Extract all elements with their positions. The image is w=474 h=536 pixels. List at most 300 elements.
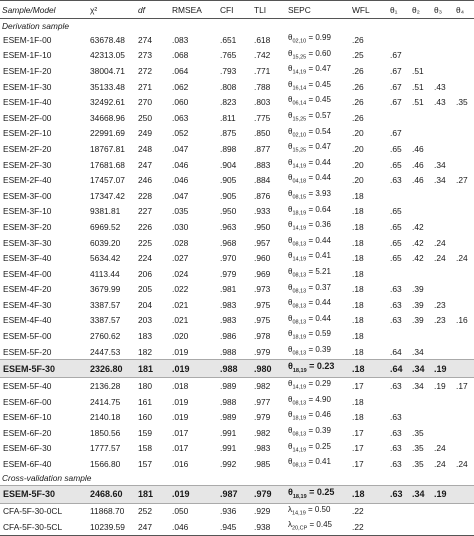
- table-row: [0, 519, 474, 535]
- cell-rmsea: .024: [172, 268, 189, 279]
- cell-t2: [410, 266, 432, 282]
- cell-chi2: 2447.53: [90, 346, 121, 357]
- cell-sepc: $\theta_{14,19} = 0.25$: [288, 441, 331, 454]
- cell-cfi: .988: [220, 396, 237, 407]
- cell-tli: .979: [252, 485, 286, 503]
- cell-df: 224: [138, 253, 152, 264]
- cell-wfl: .18: [352, 237, 364, 248]
- cell-cfi: .988: [218, 360, 252, 378]
- cell-chi2: 17347.42: [90, 190, 125, 201]
- cell-t1: .63: [390, 427, 402, 438]
- cell-t3: .19: [434, 381, 446, 392]
- cell-t3: .24: [434, 459, 446, 470]
- cell-wfl: .18: [352, 253, 364, 264]
- cell-model: ESEM-2F-30: [3, 159, 52, 170]
- table-row: [0, 313, 474, 329]
- cell-model: ESEM-3F-00: [3, 190, 52, 201]
- cell-t3: [432, 519, 454, 535]
- cell-t3: .24: [434, 443, 446, 454]
- cell-t2: .39: [412, 299, 424, 310]
- cell-t4: [454, 425, 474, 441]
- cell-t4: [454, 519, 474, 535]
- header-sample-model: Sample/Model: [0, 1, 88, 19]
- cell-wfl: .18: [350, 360, 388, 378]
- cell-t3: [432, 425, 454, 441]
- cell-t3: [432, 188, 454, 204]
- cell-wfl: .18: [352, 346, 364, 357]
- cell-wfl: .26: [352, 97, 364, 108]
- cell-sepc: $\lambda_{20,CP} = 0.45$: [286, 519, 350, 535]
- cell-wfl: .26: [352, 112, 364, 123]
- cell-model: ESEM-2F-10: [3, 128, 52, 139]
- cell-model: ESEM-3F-30: [3, 237, 52, 248]
- cell-df: 181: [136, 485, 170, 503]
- header-rmsea: RMSEA: [170, 1, 218, 19]
- header-df: df: [136, 1, 170, 19]
- cell-chi2: 2140.18: [90, 412, 121, 423]
- cell-df: 249: [138, 128, 152, 139]
- cell-t4: [454, 126, 474, 142]
- cell-df: 159: [138, 427, 152, 438]
- cell-rmsea: .019: [170, 485, 218, 503]
- cell-t4: .27: [456, 175, 468, 186]
- cell-t3: .24: [434, 253, 446, 264]
- cell-t1: .63: [390, 459, 402, 470]
- cell-t2: .46: [412, 159, 424, 170]
- cell-t4: [454, 188, 474, 204]
- table-row: [0, 456, 474, 472]
- cell-chi2: 17681.68: [90, 159, 125, 170]
- cell-rmsea: .083: [172, 34, 189, 45]
- table-row: [0, 172, 474, 188]
- cell-df: 273: [138, 50, 152, 61]
- cell-chi2: 6969.52: [90, 221, 121, 232]
- cell-t1: [388, 503, 410, 519]
- cell-t1: .67: [390, 97, 402, 108]
- cell-rmsea: .047: [172, 143, 189, 154]
- cell-t2: .51: [412, 81, 424, 92]
- cell-t3: [432, 409, 454, 425]
- cell-wfl: .18: [352, 268, 364, 279]
- cell-df: 271: [138, 81, 152, 92]
- cell-cfi: .936: [220, 506, 237, 517]
- cell-cfi: .991: [220, 427, 237, 438]
- section-title: Derivation sample: [2, 20, 70, 31]
- cell-rmsea: .028: [172, 237, 189, 248]
- header-theta2: θ₂: [410, 1, 432, 19]
- cell-chi2: 5634.42: [90, 253, 121, 264]
- cell-t1: [388, 519, 410, 535]
- table-row: [0, 425, 474, 441]
- cell-t3: .43: [434, 97, 446, 108]
- cell-tli: .877: [254, 143, 271, 154]
- cell-rmsea: .046: [170, 519, 218, 535]
- cell-tli: .850: [254, 128, 271, 139]
- cell-chi2: 9381.81: [90, 206, 121, 217]
- cell-tli: .788: [254, 81, 271, 92]
- cell-model: ESEM-3F-40: [3, 253, 52, 264]
- cell-rmsea: .046: [172, 159, 189, 170]
- cell-cfi: .983: [220, 299, 237, 310]
- cell-t1: .64: [388, 360, 410, 378]
- table-row: [0, 344, 474, 360]
- cell-sepc: $\theta_{18,19} = 0.64$: [288, 204, 331, 217]
- header-tli: TLI: [252, 1, 286, 19]
- cell-rmsea: .021: [172, 299, 189, 310]
- cell-chi2: 4113.44: [90, 268, 120, 279]
- cell-sepc: $\theta_{15,25} = 0.57$: [288, 110, 331, 123]
- table-row: [0, 409, 474, 425]
- cell-rmsea: .046: [172, 175, 189, 186]
- cell-chi2: 2414.75: [90, 396, 121, 407]
- cell-sepc: $\theta_{18,19} = 0.59$: [288, 329, 331, 341]
- cell-df: 182: [138, 346, 152, 357]
- cell-t3: .34: [434, 159, 446, 170]
- cell-t3: .34: [434, 175, 446, 186]
- cell-model: ESEM-6F-10: [3, 412, 52, 423]
- cell-cfi: .950: [220, 206, 237, 217]
- cell-t1: .63: [390, 443, 402, 454]
- cell-t3: [432, 266, 454, 282]
- cell-wfl: .18: [352, 206, 364, 217]
- cell-cfi: .811: [220, 112, 236, 123]
- cell-chi2: 17457.07: [90, 175, 125, 186]
- cell-wfl: .26: [352, 81, 364, 92]
- cell-tli: .977: [254, 396, 271, 407]
- table-row: [0, 204, 474, 220]
- cell-wfl: .18: [352, 396, 364, 407]
- cell-tli: .983: [254, 443, 271, 454]
- cell-t1: .67: [390, 81, 402, 92]
- cell-wfl: .18: [352, 221, 364, 232]
- cell-t3: [432, 344, 454, 360]
- cell-model: ESEM-5F-30: [0, 360, 88, 378]
- cell-t2: .34: [412, 381, 424, 392]
- cell-t1: .63: [390, 284, 402, 295]
- cell-wfl: .20: [352, 128, 364, 139]
- table-row: [0, 503, 474, 519]
- cell-wfl: .18: [352, 315, 364, 326]
- table-row: [0, 32, 474, 48]
- cell-cfi: .765: [220, 50, 237, 61]
- cell-t1: .65: [390, 237, 402, 248]
- cell-t4: [454, 297, 474, 313]
- cell-t2: [410, 409, 432, 425]
- cell-wfl: .20: [352, 143, 364, 154]
- cell-tli: .978: [254, 331, 271, 342]
- cell-df: 225: [138, 237, 152, 248]
- cell-t4: .24: [456, 459, 468, 470]
- cell-df: 204: [138, 299, 152, 310]
- cell-cfi: .989: [220, 381, 237, 392]
- cell-sepc: $\theta_{08,13} = 0.41$: [288, 457, 331, 469]
- cell-chi2: 22991.69: [90, 128, 125, 139]
- cell-chi2: 10239.59: [88, 519, 136, 535]
- cell-rmsea: .019: [170, 360, 218, 378]
- cell-sepc: $\theta_{14,19} = 0.41$: [288, 251, 331, 263]
- cell-t4: [454, 266, 474, 282]
- cell-sepc: $\theta_{04,18} = 0.44$: [288, 173, 331, 185]
- cell-model: ESEM-4F-20: [3, 284, 52, 295]
- cell-tli: .980: [252, 360, 286, 378]
- cell-chi2: 2326.80: [88, 360, 136, 378]
- cell-tli: .969: [254, 268, 271, 279]
- cell-t2: .34: [410, 360, 432, 378]
- table-row: [0, 110, 474, 126]
- cell-model: CFA-5F-30-5CL: [0, 519, 88, 535]
- cell-tli: .775: [254, 112, 271, 123]
- cell-df: 247: [138, 159, 152, 170]
- cell-df: 160: [138, 412, 152, 423]
- cell-t3: .24: [434, 237, 446, 248]
- table-row: [0, 328, 474, 344]
- cell-t3: [432, 32, 454, 48]
- table-row: [0, 282, 474, 298]
- table-row: [0, 188, 474, 204]
- cell-df: 228: [138, 190, 152, 201]
- cell-t3: [432, 204, 454, 220]
- cell-model: ESEM-1F-40: [3, 97, 52, 108]
- cell-rmsea: .052: [172, 128, 189, 139]
- header-wfl: WFL: [350, 1, 388, 19]
- cell-sepc: $\theta_{08,13} = 4.90$: [288, 394, 331, 407]
- cell-cfi: .991: [220, 443, 237, 454]
- cell-t2: .35: [412, 443, 424, 454]
- cell-t4: [454, 32, 474, 48]
- cell-sepc: $\theta_{08,13} = 0.44$: [288, 298, 331, 310]
- cell-rmsea: .022: [172, 284, 189, 295]
- cell-cfi: .968: [220, 237, 237, 248]
- cell-tli: .957: [254, 237, 271, 248]
- cell-t1: .65: [390, 221, 402, 232]
- cell-wfl: .26: [352, 65, 364, 76]
- cell-t3: [432, 394, 454, 410]
- cell-chi2: 38004.71: [90, 65, 125, 76]
- cell-t1: .63: [390, 381, 402, 392]
- cell-t1: [388, 188, 410, 204]
- cell-t2: .51: [412, 65, 424, 76]
- cell-tli: .929: [254, 506, 271, 517]
- cell-cfi: .651: [220, 34, 237, 45]
- cell-t2: .35: [412, 459, 424, 470]
- cell-df: 274: [138, 34, 152, 45]
- cell-t1: [388, 328, 410, 344]
- cell-model: ESEM-6F-40: [3, 459, 52, 470]
- cell-sepc: $\theta_{08,13} = 0.39$: [288, 426, 331, 438]
- cell-t2: [410, 328, 432, 344]
- cell-t1: .65: [390, 206, 402, 217]
- table-row: [0, 378, 474, 394]
- cell-chi2: 3387.57: [90, 315, 121, 326]
- cell-cfi: .989: [220, 412, 237, 423]
- cell-wfl: .20: [352, 175, 364, 186]
- cell-sepc: $\theta_{02,10} = 0.54$: [288, 126, 331, 139]
- cell-tli: .979: [254, 346, 271, 357]
- cell-df: 270: [138, 97, 152, 108]
- cell-t3: .23: [434, 299, 446, 310]
- cell-cfi: .986: [220, 331, 237, 342]
- cell-cfi: .945: [218, 519, 252, 535]
- table-row: [0, 79, 474, 95]
- cell-t4: [454, 282, 474, 298]
- cell-t2: [410, 503, 432, 519]
- cell-chi2: 35133.48: [90, 81, 125, 92]
- cell-t4: [454, 441, 474, 457]
- table-row: [0, 394, 474, 410]
- cell-t2: .39: [412, 315, 424, 326]
- cell-wfl: .18: [352, 190, 364, 201]
- cell-sepc: $\theta_{14,19} = 0.44$: [288, 157, 331, 170]
- cell-wfl: .20: [352, 159, 364, 170]
- cell-t4: [454, 409, 474, 425]
- cell-t1: [388, 266, 410, 282]
- cell-t3: [432, 328, 454, 344]
- cell-chi2: 1850.56: [90, 427, 121, 438]
- cell-model: ESEM-2F-00: [3, 112, 52, 123]
- cell-tli: .883: [254, 159, 271, 170]
- cell-tli: .979: [254, 412, 271, 423]
- cell-sepc: $\theta_{08,13} = 5.21$: [288, 266, 331, 279]
- cell-t3: [432, 503, 454, 519]
- cell-wfl: .18: [352, 299, 364, 310]
- cell-rmsea: .021: [172, 315, 189, 326]
- cell-t4: [454, 394, 474, 410]
- cell-sepc: $\theta_{18,19} = 0.25$: [286, 485, 350, 503]
- cell-t1: .67: [390, 50, 402, 61]
- header-cfi: CFI: [218, 1, 252, 19]
- cell-t4: [454, 344, 474, 360]
- table-row: [0, 266, 474, 282]
- cell-t4: .35: [456, 97, 468, 108]
- cell-chi2: 11868.70: [90, 506, 125, 517]
- cell-rmsea: .064: [172, 65, 189, 76]
- cell-t1: [388, 32, 410, 48]
- cell-t2: [410, 204, 432, 220]
- cell-model: ESEM-2F-40: [3, 175, 52, 186]
- cell-t4: [454, 157, 474, 173]
- cell-t4: .24: [456, 253, 468, 264]
- cell-wfl: .18: [352, 331, 364, 342]
- cell-wfl: .17: [352, 381, 364, 392]
- cell-wfl: .18: [350, 485, 388, 503]
- cell-model: ESEM-5F-40: [3, 381, 52, 392]
- cell-tli: .618: [254, 34, 271, 45]
- cell-t2: [410, 519, 432, 535]
- cell-t4: [454, 48, 474, 64]
- cell-model: ESEM-4F-00: [3, 268, 52, 279]
- cell-cfi: .983: [220, 315, 237, 326]
- cell-t3: .43: [434, 81, 446, 92]
- cell-t3: [432, 282, 454, 298]
- cell-rmsea: .035: [172, 206, 189, 217]
- cell-rmsea: .050: [172, 506, 189, 517]
- cell-t4: [454, 485, 474, 503]
- cell-rmsea: .020: [172, 331, 189, 342]
- cell-t2: .35: [412, 427, 424, 438]
- cell-t2: .46: [412, 143, 424, 154]
- cell-chi2: 63678.48: [90, 34, 125, 45]
- cell-cfi: .905: [220, 175, 237, 186]
- cell-cfi: .905: [220, 190, 237, 201]
- cell-wfl: .18: [352, 412, 364, 423]
- cell-rmsea: .019: [172, 412, 189, 423]
- cell-cfi: .898: [220, 143, 237, 154]
- cell-sepc: $\theta_{08,13} = 0.37$: [288, 282, 331, 295]
- table-row: [0, 63, 474, 79]
- cell-t2: .42: [412, 253, 424, 264]
- cell-t2: .42: [412, 221, 424, 232]
- cell-model: ESEM-6F-00: [3, 396, 52, 407]
- cell-t3: [432, 219, 454, 235]
- cell-tli: .771: [254, 65, 271, 76]
- cell-sepc: $\theta_{08,13} = 0.39$: [288, 344, 331, 357]
- cell-rmsea: .017: [172, 427, 189, 438]
- table-row: [0, 297, 474, 313]
- section-header: [0, 19, 474, 33]
- cell-t4: [454, 235, 474, 251]
- header-theta4: θ₄: [454, 1, 474, 19]
- cell-model: ESEM-1F-00: [3, 34, 52, 45]
- cell-rmsea: .060: [172, 97, 189, 108]
- section-title: Cross-validation sample: [2, 473, 92, 484]
- cell-t4: [454, 79, 474, 95]
- cell-cfi: .793: [220, 65, 237, 76]
- cell-sepc: $\theta_{14,19} = 0.29$: [288, 379, 331, 391]
- cell-chi2: 32492.61: [90, 97, 125, 108]
- cell-t2: .51: [412, 97, 424, 108]
- header-theta3: θ₃: [432, 1, 454, 19]
- cell-cfi: .904: [220, 159, 237, 170]
- cell-t3: .19: [432, 360, 454, 378]
- section-header: [0, 472, 474, 486]
- cell-tli: .950: [254, 221, 271, 232]
- cell-chi2: 34668.96: [90, 112, 125, 123]
- cell-tli: .884: [254, 175, 271, 186]
- cell-model: ESEM-1F-30: [3, 81, 52, 92]
- cell-t4: [454, 204, 474, 220]
- cell-t2: .34: [410, 485, 432, 503]
- selected-model-row: [0, 485, 474, 503]
- cell-chi2: 18767.81: [90, 143, 125, 154]
- table-row: [0, 219, 474, 235]
- header-chi2: χ²: [88, 1, 136, 19]
- cell-sepc: $\theta_{16,14} = 0.45$: [288, 79, 331, 92]
- header-theta1: θ₁: [388, 1, 410, 19]
- cell-sepc: $\theta_{06,14} = 0.45$: [288, 95, 331, 107]
- cell-model: ESEM-6F-20: [3, 427, 52, 438]
- cell-t1: .65: [390, 143, 402, 154]
- cell-wfl: .22: [350, 519, 388, 535]
- table-body: [0, 19, 474, 536]
- cell-sepc: $\theta_{02,10} = 0.99$: [288, 33, 331, 45]
- cell-rmsea: .068: [172, 50, 189, 61]
- cell-tli: .975: [254, 299, 271, 310]
- cell-model: ESEM-5F-30: [0, 485, 88, 503]
- cell-tli: .985: [254, 459, 271, 470]
- cell-tli: .803: [254, 97, 271, 108]
- header-row: [0, 1, 474, 19]
- cell-chi2: 2136.28: [90, 381, 121, 392]
- cell-t4: [454, 63, 474, 79]
- cell-t2: [410, 188, 432, 204]
- cell-df: 250: [138, 112, 152, 123]
- cell-df: 180: [138, 381, 152, 392]
- cell-model: ESEM-5F-20: [3, 346, 52, 357]
- cell-chi2: 3387.57: [90, 299, 121, 310]
- cell-chi2: 2468.60: [88, 485, 136, 503]
- cell-t1: .67: [390, 128, 402, 139]
- cell-model: ESEM-1F-20: [3, 65, 52, 76]
